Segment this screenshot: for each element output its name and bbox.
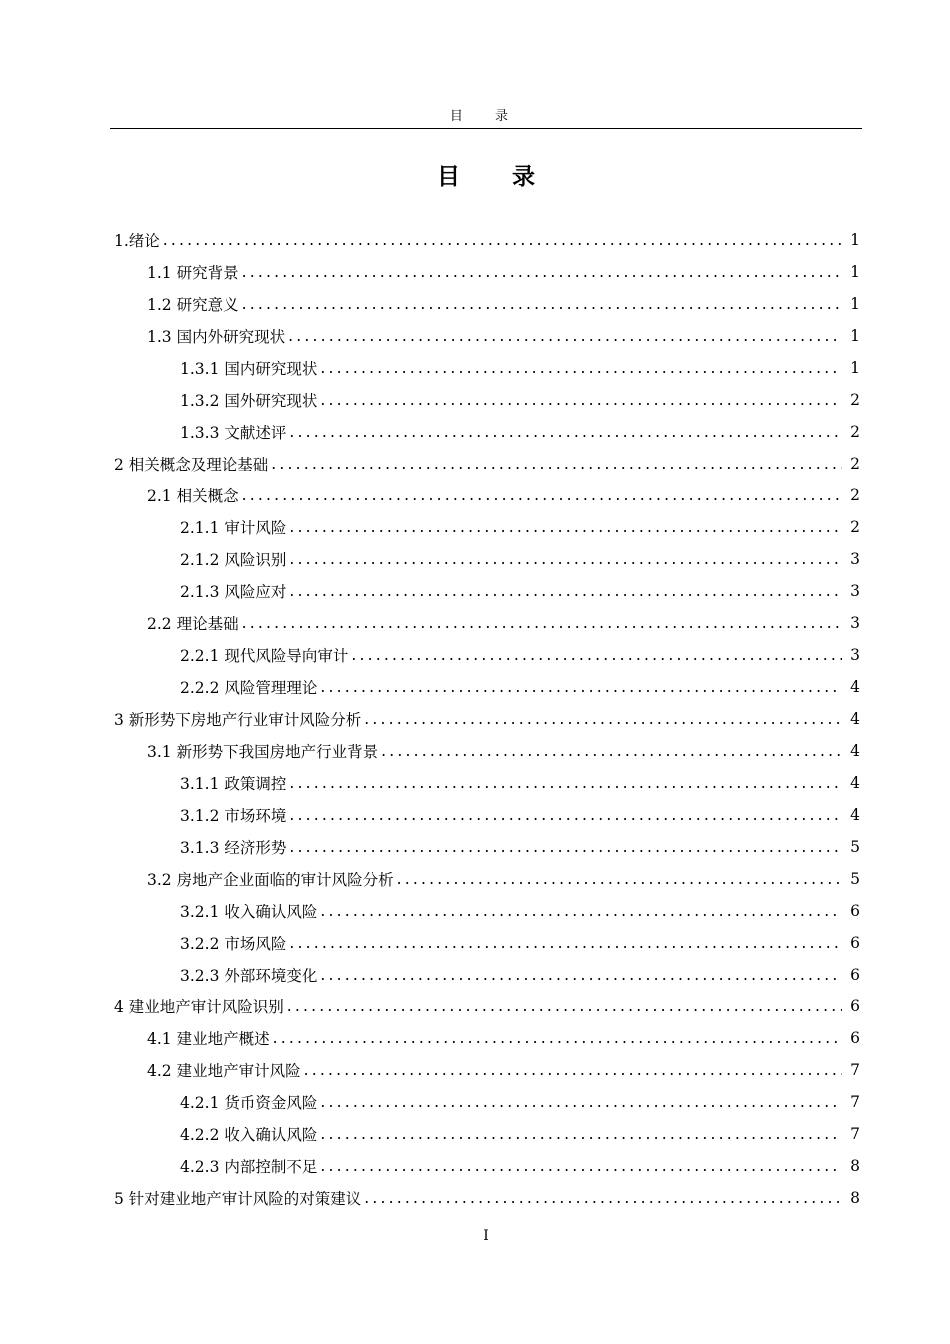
- toc-entry-page: 2: [850, 454, 860, 473]
- toc-entry-label: 1.3.3 文献述评: [180, 423, 287, 442]
- toc-entry-label: 4.2.2 收入确认风险: [180, 1126, 318, 1145]
- toc-entry[interactable]: [114, 352, 860, 384]
- toc-entry-page: 7: [850, 1125, 860, 1144]
- toc-dot-leader: [242, 263, 842, 281]
- toc-entry-label: 3.1.2 市场环境: [180, 806, 287, 825]
- toc-dot-leader: [320, 359, 842, 377]
- toc-entry[interactable]: [114, 1086, 860, 1118]
- toc-entry-label: 1.绪论: [114, 231, 160, 250]
- page-number: I: [483, 1228, 489, 1244]
- toc-entry-page: 1: [850, 358, 860, 377]
- toc-entry-page: 7: [850, 1093, 860, 1112]
- toc-entry-page: 6: [850, 965, 860, 984]
- toc-dot-leader: [289, 550, 842, 568]
- toc-entry-page: 5: [850, 837, 860, 856]
- toc-entry-label: 2.2.1 现代风险导向审计: [180, 647, 349, 666]
- toc-entry[interactable]: [114, 1150, 860, 1182]
- toc-entry[interactable]: [114, 959, 860, 991]
- toc-dot-leader: [320, 678, 842, 696]
- toc-dot-leader: [320, 391, 842, 409]
- toc-entry[interactable]: [114, 575, 860, 607]
- toc-entry-label: 2.1.2 风险识别: [180, 551, 287, 570]
- toc-entry-label: 4.2.1 货币资金风险: [180, 1094, 318, 1113]
- toc-entry-label: 1.3.2 国外研究现状: [180, 391, 318, 410]
- toc-entry-page: 4: [850, 805, 860, 824]
- toc-entry[interactable]: [114, 703, 860, 735]
- toc-entry-label: 2.1.1 审计风险: [180, 519, 287, 538]
- toc-entry-label: 1.3 国内外研究现状: [147, 327, 286, 346]
- toc-entry[interactable]: [114, 1182, 860, 1214]
- toc-entry-label: 5 针对建业地产审计风险的对策建议: [114, 1190, 362, 1209]
- toc-entry-label: 3.1.1 政策调控: [180, 774, 287, 793]
- toc-entry[interactable]: [114, 1118, 860, 1150]
- toc-entry[interactable]: [114, 831, 860, 863]
- toc-entry-page: 6: [850, 1029, 860, 1048]
- toc-entry-page: 1: [850, 262, 860, 281]
- toc-entry-label: 3.1 新形势下我国房地产行业背景: [147, 742, 379, 761]
- toc-entry-label: 2.1.3 风险应对: [180, 583, 287, 602]
- toc-title: 目 录: [436, 164, 557, 190]
- toc-entry-label: 3.2.2 市场风险: [180, 934, 287, 953]
- toc-dot-leader: [242, 614, 842, 632]
- toc-entry[interactable]: [114, 1054, 860, 1086]
- toc-dot-leader: [273, 1029, 842, 1047]
- toc-entry[interactable]: [114, 767, 860, 799]
- toc-dot-leader: [287, 997, 842, 1015]
- toc-entry[interactable]: [114, 448, 860, 480]
- toc-dot-leader: [271, 455, 842, 473]
- toc-entry[interactable]: [114, 639, 860, 671]
- toc-entry-label: 1.3.1 国内研究现状: [180, 359, 318, 378]
- toc-entry-page: 3: [850, 646, 860, 665]
- toc-dot-leader: [381, 742, 842, 760]
- running-header-title: 目 录: [449, 109, 523, 124]
- toc-entry-page: 1: [850, 294, 860, 313]
- toc-dot-leader: [289, 934, 842, 952]
- toc-dot-leader: [320, 1125, 842, 1143]
- toc-dot-leader: [397, 870, 842, 888]
- toc-entry[interactable]: [114, 863, 860, 895]
- toc-entry-label: 4.2.3 内部控制不足: [180, 1158, 318, 1177]
- toc-entry-label: 2.2 理论基础: [147, 615, 239, 634]
- toc-dot-leader: [364, 710, 842, 728]
- toc-entry-page: 2: [850, 422, 860, 441]
- toc-entry-page: 6: [850, 933, 860, 952]
- toc-entry[interactable]: [114, 384, 860, 416]
- toc-dot-leader: [242, 486, 842, 504]
- toc-entry[interactable]: [114, 288, 860, 320]
- toc-entry-page: 4: [850, 710, 860, 729]
- toc-dot-leader: [320, 966, 842, 984]
- toc-entry-page: 8: [850, 1157, 860, 1176]
- toc-entry[interactable]: [114, 895, 860, 927]
- toc-dot-leader: [289, 774, 842, 792]
- toc-entry[interactable]: [114, 1022, 860, 1054]
- toc-entry[interactable]: [114, 927, 860, 959]
- toc-entry[interactable]: [114, 671, 860, 703]
- toc-entry-page: 2: [850, 390, 860, 409]
- toc-entry-page: 4: [850, 773, 860, 792]
- toc-dot-leader: [289, 423, 842, 441]
- toc-entry[interactable]: [114, 480, 860, 512]
- toc-entry-page: 4: [850, 678, 860, 697]
- toc-entry-label: 3.2.1 收入确认风险: [180, 902, 318, 921]
- toc-entry[interactable]: [114, 511, 860, 543]
- toc-entry[interactable]: [114, 416, 860, 448]
- toc-dot-leader: [242, 295, 842, 313]
- toc-dot-leader: [304, 1061, 842, 1079]
- toc-dot-leader: [320, 1157, 842, 1175]
- toc-entry-label: 1.1 研究背景: [147, 263, 239, 282]
- toc-entry-page: 1: [850, 326, 860, 345]
- toc-entry-page: 2: [850, 486, 860, 505]
- toc-list: [114, 224, 860, 1214]
- toc-entry[interactable]: [114, 224, 860, 256]
- toc-dot-leader: [288, 327, 842, 345]
- toc-entry[interactable]: [114, 991, 860, 1023]
- toc-entry[interactable]: [114, 735, 860, 767]
- toc-dot-leader: [320, 902, 842, 920]
- toc-entry[interactable]: [114, 543, 860, 575]
- toc-dot-leader: [351, 646, 842, 664]
- toc-entry-label: 1.2 研究意义: [147, 295, 239, 314]
- toc-entry[interactable]: [114, 320, 860, 352]
- toc-entry[interactable]: [114, 799, 860, 831]
- toc-entry-label: 4.2 建业地产审计风险: [147, 1062, 301, 1081]
- toc-entry-label: 2.1 相关概念: [147, 487, 239, 506]
- toc-dot-leader: [289, 806, 842, 824]
- toc-entry-page: 3: [850, 614, 860, 633]
- toc-entry-label: 2.2.2 风险管理理论: [180, 679, 318, 698]
- toc-entry-page: 2: [850, 518, 860, 537]
- toc-entry-label: 4.1 建业地产概述: [147, 1030, 270, 1049]
- toc-dot-leader: [364, 1189, 842, 1207]
- toc-dot-leader: [289, 582, 842, 600]
- toc-entry-label: 3.1.3 经济形势: [180, 838, 287, 857]
- toc-dot-leader: [320, 1093, 842, 1111]
- toc-entry-page: 8: [850, 1189, 860, 1208]
- toc-entry-label: 3.2.3 外部环境变化: [180, 966, 318, 985]
- toc-dot-leader: [163, 231, 842, 249]
- toc-entry[interactable]: [114, 607, 860, 639]
- toc-entry-label: 4 建业地产审计风险识别: [114, 998, 284, 1017]
- toc-entry-page: 5: [850, 869, 860, 888]
- toc-entry-page: 7: [850, 1061, 860, 1080]
- toc-entry-label: 2 相关概念及理论基础: [114, 455, 269, 474]
- toc-entry-page: 3: [850, 582, 860, 601]
- toc-entry[interactable]: [114, 256, 860, 288]
- toc-entry-page: 4: [850, 741, 860, 760]
- toc-entry-page: 3: [850, 550, 860, 569]
- toc-entry-label: 3.2 房地产企业面临的审计风险分析: [147, 870, 394, 889]
- toc-entry-page: 1: [850, 230, 860, 249]
- toc-entry-page: 6: [850, 901, 860, 920]
- header-divider: [110, 128, 862, 129]
- toc-entry-page: 6: [850, 997, 860, 1016]
- toc-dot-leader: [289, 518, 842, 536]
- toc-dot-leader: [289, 838, 842, 856]
- toc-entry-label: 3 新形势下房地产行业审计风险分析: [114, 711, 362, 730]
